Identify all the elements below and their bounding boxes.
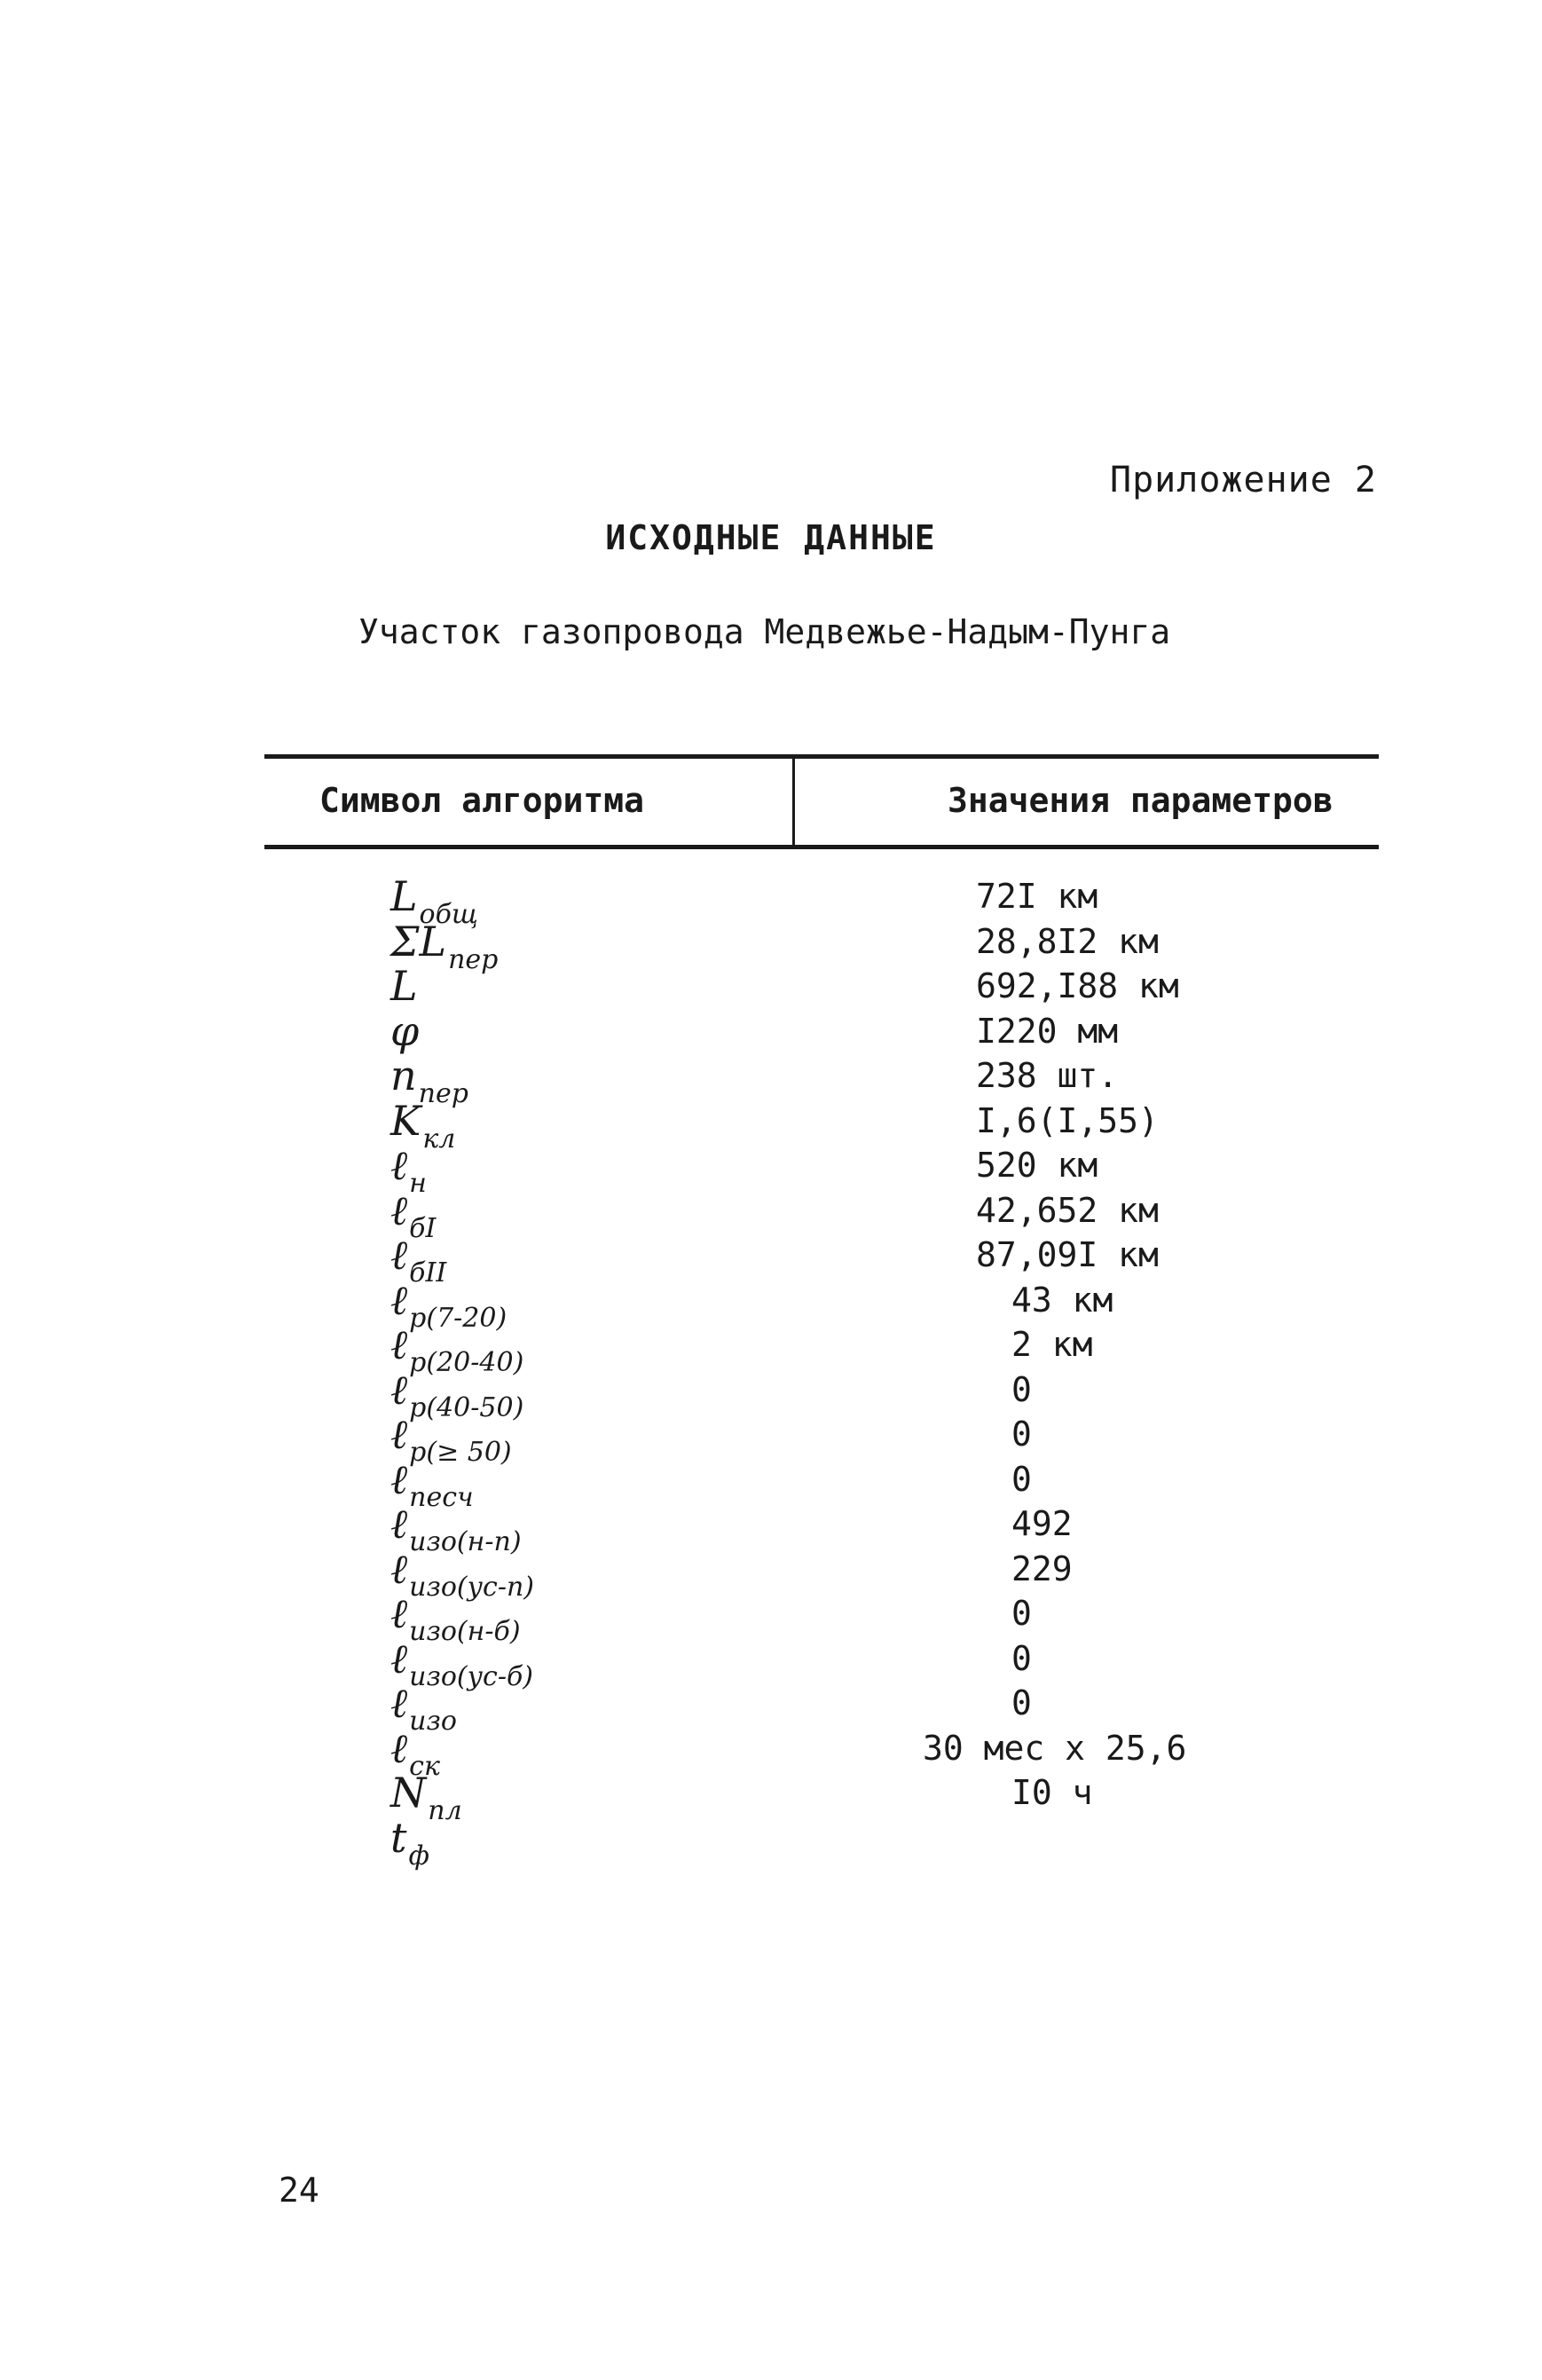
table-row-value: 42,652 км bbox=[976, 1190, 1159, 1230]
table-row-value: 229 bbox=[1011, 1549, 1073, 1588]
section-subtitle: Участок газопровода Медвежье-Надым-Пунга bbox=[358, 612, 1171, 651]
table-row-symbol: ℓ$_{изо}$ bbox=[390, 1679, 457, 1737]
table-row-symbol: ℓ$_{р(20-40)}$ bbox=[390, 1320, 524, 1378]
table-row-value: 30 мес х 25,6 bbox=[923, 1728, 1187, 1768]
document-title: ИСХОДНЫЕ ДАННЫЕ bbox=[605, 518, 937, 557]
table-row-value: 0 bbox=[1011, 1415, 1032, 1454]
table-top-rule bbox=[264, 754, 1379, 759]
table-row-value: 0 bbox=[1011, 1683, 1032, 1722]
table-row-symbol: ℓ$_{бI}$ bbox=[390, 1186, 437, 1244]
table-row-symbol: $\Sigma L_{пер}$ bbox=[390, 917, 499, 975]
table-row-value: 0 bbox=[1011, 1638, 1032, 1678]
page-number: 24 bbox=[279, 2171, 319, 2210]
table-row-symbol: ℓ$_{изо(н-п)}$ bbox=[390, 1500, 522, 1557]
table-row-value: 692,I88 км bbox=[976, 966, 1179, 1005]
table-row-symbol: ℓ$_{р(\ge 50)}$ bbox=[390, 1410, 512, 1468]
table-row-symbol: ℓ$_{р(7-20)}$ bbox=[390, 1275, 507, 1334]
table-header-rule bbox=[264, 845, 1379, 849]
symbol-column bbox=[390, 872, 692, 1872]
table-row-symbol: ℓ$_{бII}$ bbox=[390, 1231, 447, 1289]
table-row-value: 2 км bbox=[1011, 1325, 1093, 1364]
table-row-value: 87,09I км bbox=[976, 1235, 1159, 1274]
table-row-value: 492 bbox=[1011, 1504, 1073, 1543]
table-row-symbol: ℓ$_н$ bbox=[390, 1141, 427, 1199]
column-header-value: Значения параметров bbox=[948, 781, 1334, 820]
table-row-value: 0 bbox=[1011, 1594, 1032, 1633]
table-row-symbol: $K_{кл}$ bbox=[390, 1096, 456, 1155]
table-row-symbol: φ bbox=[390, 1006, 420, 1055]
table-row-symbol: ℓ$_{изо(ус-б)}$ bbox=[390, 1634, 533, 1692]
table-row-value: 238 шт. bbox=[976, 1056, 1119, 1095]
table-row-symbol: $n_{пер}$ bbox=[390, 1052, 468, 1109]
table-row-symbol: $t_ф$ bbox=[390, 1813, 429, 1872]
table-row-value: 0 bbox=[1011, 1369, 1032, 1409]
table-row-symbol: ℓ$_{изо(н-б)}$ bbox=[390, 1589, 521, 1647]
table-row-symbol: L bbox=[390, 962, 418, 1010]
table-row-value: 72I км bbox=[976, 877, 1098, 916]
table-row-symbol: ℓ$_{песч}$ bbox=[390, 1454, 474, 1513]
column-header-symbol: Символ алгоритма bbox=[319, 781, 645, 820]
column-separator bbox=[792, 756, 795, 848]
table-row-value bbox=[923, 1816, 1260, 1861]
table-row-value: I0 ч bbox=[1011, 1773, 1093, 1812]
table-row-value: 28,8I2 км bbox=[976, 921, 1159, 961]
value-column bbox=[923, 874, 1260, 1860]
table-row-symbol: ℓ$_{р(40-50)}$ bbox=[390, 1365, 524, 1423]
table-row-symbol: ℓ$_{изо(ус-п)}$ bbox=[390, 1544, 534, 1603]
table-row-value: 0 bbox=[1011, 1459, 1032, 1499]
table-row-symbol: $L_{общ}$ bbox=[390, 872, 478, 930]
table-row-value: I,6(I,55) bbox=[976, 1100, 1159, 1140]
table-row-value: I220 мм bbox=[976, 1011, 1119, 1051]
table-row-symbol: $N_{пл}$ bbox=[390, 1769, 462, 1826]
table-row-value: 520 км bbox=[976, 1146, 1098, 1185]
table-row-value: 43 км bbox=[1011, 1280, 1113, 1320]
appendix-label: Приложение 2 bbox=[1110, 460, 1377, 500]
table-row-symbol: ℓ$_{ск}$ bbox=[390, 1723, 440, 1782]
